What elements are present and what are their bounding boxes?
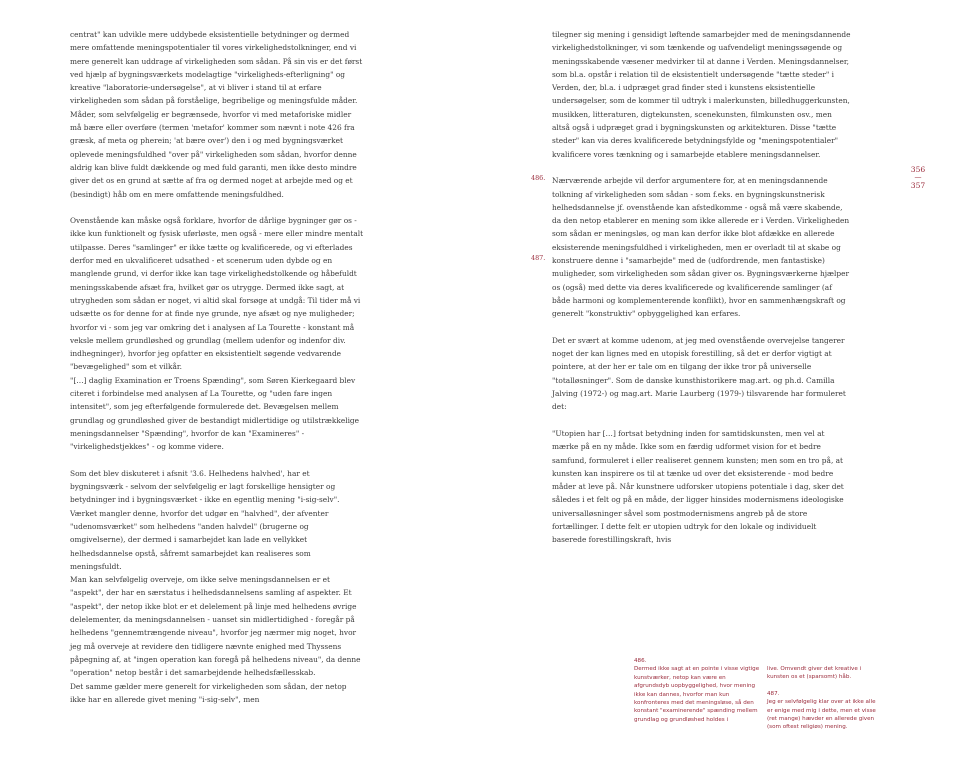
- page-number-divider: —: [914, 173, 922, 181]
- paragraph: Ovenstående kan måske også forklare, hvorfor de dårlige bygninger gør os - ikke kun funktionelt og fysisk uførløste, men også - mere eller mindre mentalt utilpasse. Deres "samlinger" er ikke tætte og kvalificerede, og vi efterlades derfor med en ukvalificeret udsathed - et scenerum uden dybde og en manglende grund, vi derfor ikke kan tage virkelighedstolkende og håbefuldt meningsskabende afsæt fra, hvilket gør os utrygge. Dermed ikke sagt, at utrygheden som sådan er noget, vi altid skal forsøge at undgå: Til tider må vi udsætte os for denne for at finde nye grunde, nye afsæt og nye muligheder; hvorfor vi - som jeg var omkring det i analysen af La Tourette - konstant må veksle mellem grundløshed og grundlag (mellem udenfor og indenfor div. indhegninger), hvorfor jeg opfatter en eksistentielt søgende vedvarende "bevægelighed" som et vilkår.: [70, 216, 364, 372]
- page-number-right: 357: [910, 181, 926, 190]
- paragraph: Som det blev diskuteret i afsnit '3.6. Helhedens halvhed', har et bygningsværk - selvom der selvfølgelig er lagt forskellige hensigter og betydninger ind i bygningsværket - ikke en egentlig mening "i-sig-selv". Værket mangler denne, hvorfor det udgør en "halvhed", der afventer "udenomsværket" som helhedens "anden halvdel" (brugerne og omgivelserne), der dermed i samarbejdet kan lade en vellykket helhedsdannelse opstå, såfremt samarbejdet kan realiseres som meningsfuldt.: [70, 468, 340, 571]
- footnote-marker-487[interactable]: 487.: [531, 254, 546, 262]
- footnote-486: [634, 657, 762, 724]
- paragraph: Nærværende arbejde vil derfor argumentere for, at en meningsdannende tolkning af virkeligheden som sådan - som f.eks. en bygningskunstnerisk helhedsdannelse jf. ovenstående kan afstedkomme - også må være skabende, da den netop etablerer en mening som ikke allerede er i Verden. Virkeligheden som sådan er meningsløs, og man kan derfor ikke blot afdække en allerede eksisterende meningsfuldhed i virkeligheden, men er overladt til at skabe og konstruere denne i "samarbejde" med de (udfordrende, men fantastiske) muligheder, som virkeligheden som sådan giver os. Bygningsværkerne hjælper os (også) med dette via deres kvalificerede og kvalificerende samlinger (af både harmoni og komplementerende konflikt), hvor en sammenhængskraft og generelt "konstruktiv" opbyggelighed kan erfares.: [552, 176, 850, 319]
- paragraph: Man kan selvfølgelig overveje, om ikke selve meningsdannelsen er et "aspekt", der har en særstatus i helhedsdannelsens samling af aspekter. Et "aspekt", der netop ikke blot er et delelement på linje med helhedens øvrige delelementer, da meningsdannelsen - uanset sin midlertidighed - foregår på helhedens "gennemtrængende niveau", hvorfor jeg nærmer mig noget, hvor jeg må overveje at revidere den tidligere nævnte enighed med Thyssens påpegning af, at "ingen operation kan foregå på helhedens niveau", da denne "operation" netop består i det samarbejdende helhedsfællesskab.: [70, 575, 361, 678]
- paragraph: Det samme gælder mere generelt for virkeligheden som sådan, der netop ikke har en allerede givet mening "i-sig-selv", men: [70, 681, 347, 704]
- footnote-text: live. Omvendt giver det kreative i kunsten os et (sparsomt) håb.: [767, 666, 862, 681]
- footnote-487: [767, 690, 883, 732]
- footnote-marker-486[interactable]: 486.: [531, 174, 546, 182]
- left-body-text: [70, 28, 364, 706]
- paragraph: tilegner sig mening i gensidigt løftende samarbejder med de meningsdannende virkelighedstolkninger, vi som tænkende og uafvendeligt meningssøgende og meningsskabende væsener medvirker til at danne i Verden. Meningsdannelser, som bl.a. opstår i relation til de eksistentielt undersøgende "tætte steder" i Verden, der, bl.a. i udpræget grad finder sted i kunstens eksistentielle undersøgelser, som de kommer til udtryk i malerkunsten, billedhuggerkunsten, musikken, litteraturen, digtekunsten, scenekunsten, filmkunsten osv., men altså også i udpræget grad i bygningskunsten og arkitekturen. Disse "tætte steder" kan via deres kvalificerede betydningsfylde og "meningspotentialer" kvalificere vores tænkning og i samarbejde etablere meningsdannelser.: [552, 30, 851, 159]
- footnote-column-1: [634, 657, 762, 732]
- page-numbers: [906, 164, 930, 191]
- right-body-text: [552, 28, 852, 547]
- footnote-column-2: [767, 665, 883, 740]
- paragraph: "[…] daglig Examination er Troens Spænding", som Søren Kierkegaard blev citeret i forbindelse med analysen af La Tourette, og "uden fare ingen intensitet", som jeg efterfølgende formulerede det. Bevægelsen mellem grundlag og grundløshed giver de bestandigt midlertidige og utilstrækkelige meningsdannelser "Spænding", hvorfor de kan "Examineres" - "virkelighedstjekkes" - og komme videre.: [70, 375, 360, 452]
- block-quote: "Utopien har […] fortsat betydning inden for samtidskunsten, men vel at mærke på en ny måde. Ikke som en færdig udformet vision for et bedre samfund, formuleret i eller realiseret gennem kunsten; men som en tro på, at kunsten kan inspirere os til at tænke ud over det eksisterende - mod bedre måder at leve på. Når kunstnere udforsker utopiens potentiale i dag, sker det således i et felt og på en måde, der ligger hinsides modernismens ideologiske universalløsninger såvel som postmodernismens angreb på de store fortællinger. I dette felt er utopien udtryk for den lokale og individuelt baserede forestillingskraft, hvis: [552, 428, 844, 545]
- footnote-text: Jeg er selvfølgelig klar over at ikke alle er enige med mig i dette, men et visse (ret mange) hævder en allerede given (som oftest religiøs) mening.: [767, 699, 876, 731]
- footnote-number: 486.: [634, 658, 647, 664]
- paragraph: Det er svært at komme udenom, at jeg med ovenstående overvejelse tangerer noget der kan lignes med en utopisk forestilling, så det er derfor vigtigt at pointere, at der her er tale om en tilgang der ikke tror på universelle "totalløsninger". Som de danske kunsthistorikere mag.art. og ph.d. Camilla Jalving (1972-) og mag.art. Marie Laurberg (1979-) tilsvarende har formuleret det:: [552, 335, 846, 412]
- footnote-number: 487.: [767, 690, 780, 697]
- page-number-left: 356: [910, 165, 926, 174]
- paragraph: centrat" kan udvikle mere uddybede eksistentielle betydninger og dermed mere omfattende meningspotentialer til vores virkelighedstolkninger, end vi mere generelt kan uddrage af virkeligheden som sådan. På sin vis er det først ved hjælp af bygningsværkets modelagtige "virkeligheds-efterligning" og kreative "laboratorie-undersøgelse", at vi bliver i stand til at erfare virkeligheden som sådan på forståelige, begribelige og meningsfulde måder. Måder, som selvfølgelig er begrænsede, hvorfor vi med metaforiske midler må bære eller overføre (termen 'metafor' kommer som nævnt i note 426 fra græsk, af meta og pherein; 'at bære over') den i og med bygningsværket oplevede meningsfuldhed "over på" virkeligheden som sådan, hvorfor denne aldrig kan blive fuldt dækkende og med fuld garanti, men ikke desto mindre giver det os en grund at sætte af fra og dermed noget at arbejde med og et (besindigt) håb om en mere omfattende meningsfuldhed.: [70, 30, 363, 199]
- footnote-text: Dermed ikke sagt at en pointe i visse vigtige kunstværker, netop kan være en afgrundsdyb uopbyggelighed, hvor mening ikke kan dannes, hvorfor man kun konfronteres med det meningsløse, så den konstant "examinerende" spænding mellem grundlag og grundløshed holdes i: [634, 666, 760, 723]
- footnote-486-continued: [767, 665, 883, 682]
